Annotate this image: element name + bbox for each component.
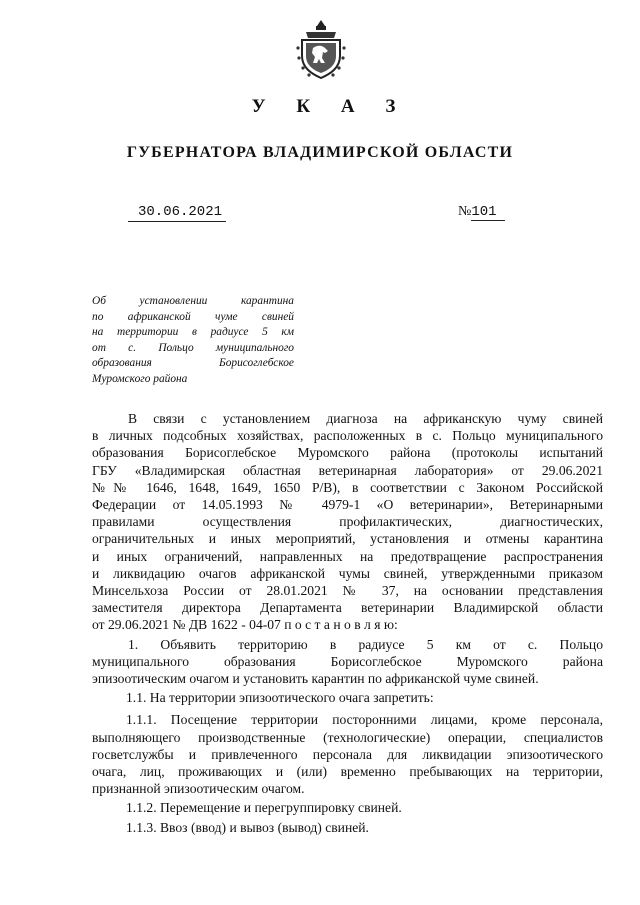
text-line: выполняющего производственные (технологические) операции, специалистов <box>92 729 603 745</box>
text-line: 1. Объявить территорию в радиусе 5 км от с. Польцо <box>128 636 603 652</box>
item-1-1-paragraph: 1.1. На территории эпизоотического очага запретить: <box>126 690 434 706</box>
subject-line: по африканской чуме свиней <box>92 310 294 323</box>
document-type-title: У К А З <box>251 96 409 117</box>
text-line: от 29.06.2021 № ДВ 1622 - 04-07 п о с т а н о в л я ю: <box>92 617 398 633</box>
text-line: в личных подсобных хозяйствах, расположенных в с. Польцо муниципального <box>92 428 603 444</box>
text-line: Минсельхоза России от 28.01.2021 № 37, на основании представления <box>92 583 603 599</box>
item-1-1-2-paragraph: 1.1.2. Перемещение и перегруппировку свиней. <box>126 800 402 816</box>
text-line: признанной эпизоотическим очагом. <box>92 781 305 797</box>
text-line: муниципального образования Борисоглебское Муромского района <box>92 653 603 669</box>
item-1-1-1-paragraph <box>92 711 603 797</box>
document-body <box>92 410 603 836</box>
subject-line: Муромского района <box>92 372 188 385</box>
text-line: заместителя директора Департамента ветеринарии Владимирской области <box>92 600 603 616</box>
text-line: ГБУ «Владимирская областная ветеринарная лаборатория» от 29.06.2021 <box>92 462 603 478</box>
text-line: очага, лиц, проживающих и (или) временно пребывающих на территории, <box>92 764 603 780</box>
text-line: госветслужбы и привлеченного персонала для ликвидации эпизоотического <box>92 746 603 762</box>
subject-line: образования Борисоглебское <box>92 357 294 370</box>
text-line: Федерации от 14.05.1993 № 4979-1 «О ветеринарии», Ветеринарными <box>92 497 603 513</box>
number-value: 101 <box>471 204 504 221</box>
text-line: №№ 1646, 1648, 1649, 1650 Р/В), в соответствии с Законом Российской <box>92 479 603 495</box>
issuer-title: ГУБЕРНАТОРА ВЛАДИМИРСКОЙ ОБЛАСТИ <box>126 144 514 161</box>
text-line: 1.1.1. Посещение территории посторонними лицами, кроме персонала, <box>126 712 603 728</box>
document-date: 30.06.2021 <box>128 204 226 222</box>
subject-line: от с. Польцо муниципального <box>92 341 294 354</box>
document-number <box>458 204 510 220</box>
preamble-paragraph <box>92 410 603 634</box>
text-line: и иных ограничений, направленных на предотвращение распространения <box>92 548 603 564</box>
text-line: и ликвидацию очагов африканской чумы свиней, утвержденными приказом <box>92 565 603 581</box>
subject-line: на территории в радиусе 5 км <box>92 326 294 339</box>
number-prefix: № <box>458 204 472 219</box>
text-line: эпизоотическим очагом и установить карантин по африканской чуме свиней. <box>92 671 539 687</box>
item-1-1-3-paragraph: 1.1.3. Ввоз (ввод) и вывоз (вывод) свиней. <box>126 819 369 835</box>
text-line: ограничительных и иных мероприятий, установления и отмены карантина <box>92 531 603 547</box>
document-subject <box>92 294 294 388</box>
text-line: В связи с установлением диагноза на африканскую чуму свиней <box>128 411 603 426</box>
text-line: образования Борисоглебское Муромского района (протоколы испытаний <box>92 445 603 461</box>
text-line: правилами осуществления профилактических, диагностических, <box>92 514 603 530</box>
coat-of-arms-icon <box>296 18 346 80</box>
item-1-paragraph <box>92 636 603 688</box>
subject-line: Об установлении карантина <box>92 295 294 307</box>
